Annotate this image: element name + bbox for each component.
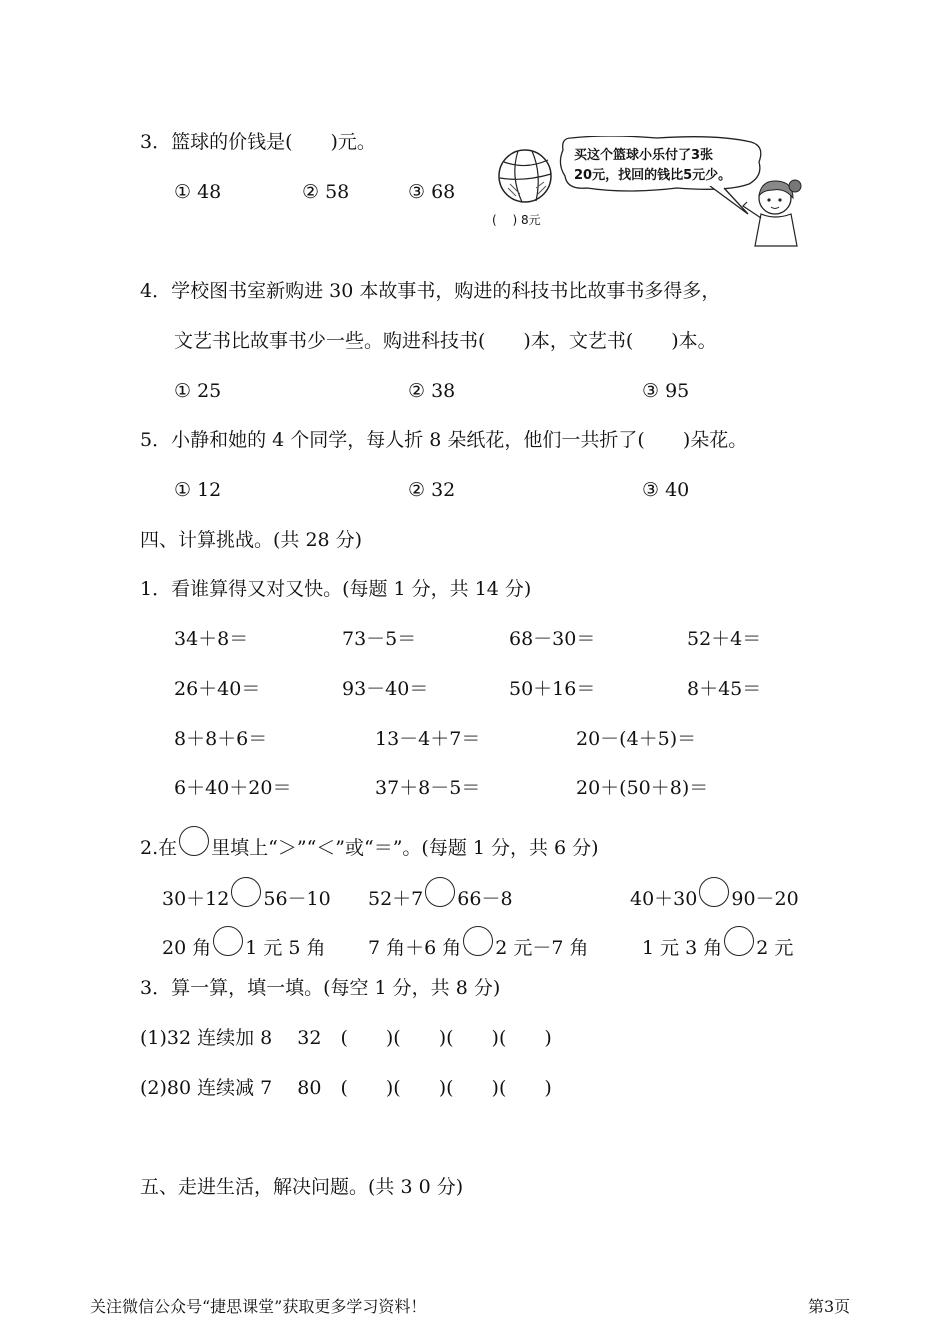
calc-r4c3: 20＋(50＋8)＝ <box>576 777 709 799</box>
q5-stem: 5．小静和她的 4 个同学，每人折 8 朵纸花，他们一共折了( )朵花。 <box>140 429 748 451</box>
q4-option-3: ③ 95 <box>642 380 690 402</box>
q3-stem: 3．篮球的价钱是( )元。 <box>140 131 376 153</box>
part2-title: 2.在 里填上“＞”“＜”或“＝”。(每题 1 分，共 6 分) <box>140 834 599 864</box>
sequence-subtract: (2)80 连续减 7 80 ( )( )( )( ) <box>140 1077 552 1099</box>
price-label: ( ) 8元 <box>492 213 541 227</box>
compare-blank[interactable] <box>231 877 261 907</box>
part3-title: 3．算一算，填一填。(每空 1 分，共 8 分) <box>140 977 501 999</box>
calc-r3c3: 20－(4＋5)＝ <box>576 728 697 750</box>
compare-1: 30＋12 56－10 <box>162 885 331 915</box>
calc-r2c4: 8＋45＝ <box>687 678 762 700</box>
q5-option-2: ② 32 <box>408 479 456 501</box>
page-number: 第3页 <box>808 1297 851 1316</box>
q4-option-2: ② 38 <box>408 380 456 402</box>
q5-option-3: ③ 40 <box>642 479 690 501</box>
circle-blank-icon <box>179 826 209 856</box>
calc-r2c1: 26＋40＝ <box>174 678 261 700</box>
calc-r3c1: 8＋8＋6＝ <box>174 728 268 750</box>
q4-stem-line2: 文艺书比故事书少一些。购进科技书( )本，文艺书( )本。 <box>174 330 717 352</box>
calc-r1c1: 34＋8＝ <box>174 628 249 650</box>
compare-2: 52＋7 66－8 <box>368 885 513 915</box>
calc-r1c3: 68－30＝ <box>509 628 596 650</box>
calc-r4c1: 6＋40＋20＝ <box>174 777 292 799</box>
compare-4: 20 角 1 元 5 角 <box>162 934 326 964</box>
q3-option-2: ② 58 <box>302 181 350 203</box>
compare-5: 7 角＋6 角 2 元－7 角 <box>368 934 589 964</box>
compare-blank[interactable] <box>724 926 754 956</box>
q3-option-1: ① 48 <box>174 181 222 203</box>
calc-r2c3: 50＋16＝ <box>509 678 596 700</box>
calc-r2c2: 93－40＝ <box>342 678 429 700</box>
compare-blank[interactable] <box>213 926 243 956</box>
q4-option-1: ① 25 <box>174 380 222 402</box>
compare-3: 40＋30 90－20 <box>630 885 799 915</box>
q4-stem-line1: 4．学校图书室新购进 30 本故事书，购进的科技书比故事书多得多， <box>140 280 721 302</box>
footer-promo: 关注微信公众号“捷思课堂”获取更多学习资料！ <box>90 1297 427 1316</box>
part1-title: 1．看谁算得又对又快。(每题 1 分，共 14 分) <box>140 578 532 600</box>
basketball-icon <box>496 148 556 204</box>
compare-blank[interactable] <box>463 926 493 956</box>
calc-r3c2: 13－4＋7＝ <box>375 728 481 750</box>
compare-blank[interactable] <box>425 877 455 907</box>
sequence-add: (1)32 连续加 8 32 ( )( )( )( ) <box>140 1027 552 1049</box>
speech-text: 买这个篮球小乐付了3张 20元，找回的钱比5元少。 <box>574 148 732 183</box>
calc-r1c4: 52＋4＝ <box>687 628 762 650</box>
calc-r1c2: 73－5＝ <box>342 628 417 650</box>
calc-r4c2: 37＋8－5＝ <box>375 777 481 799</box>
q3-option-3: ③ 68 <box>408 181 456 203</box>
section4-title: 四、计算挑战。(共 28 分) <box>140 529 363 551</box>
compare-6: 1 元 3 角 2 元 <box>642 934 793 964</box>
section5-title: 五、走进生活，解决问题。(共 3 0 分) <box>140 1176 464 1198</box>
compare-blank[interactable] <box>699 877 729 907</box>
q5-option-1: ① 12 <box>174 479 222 501</box>
girl-icon <box>735 176 807 248</box>
